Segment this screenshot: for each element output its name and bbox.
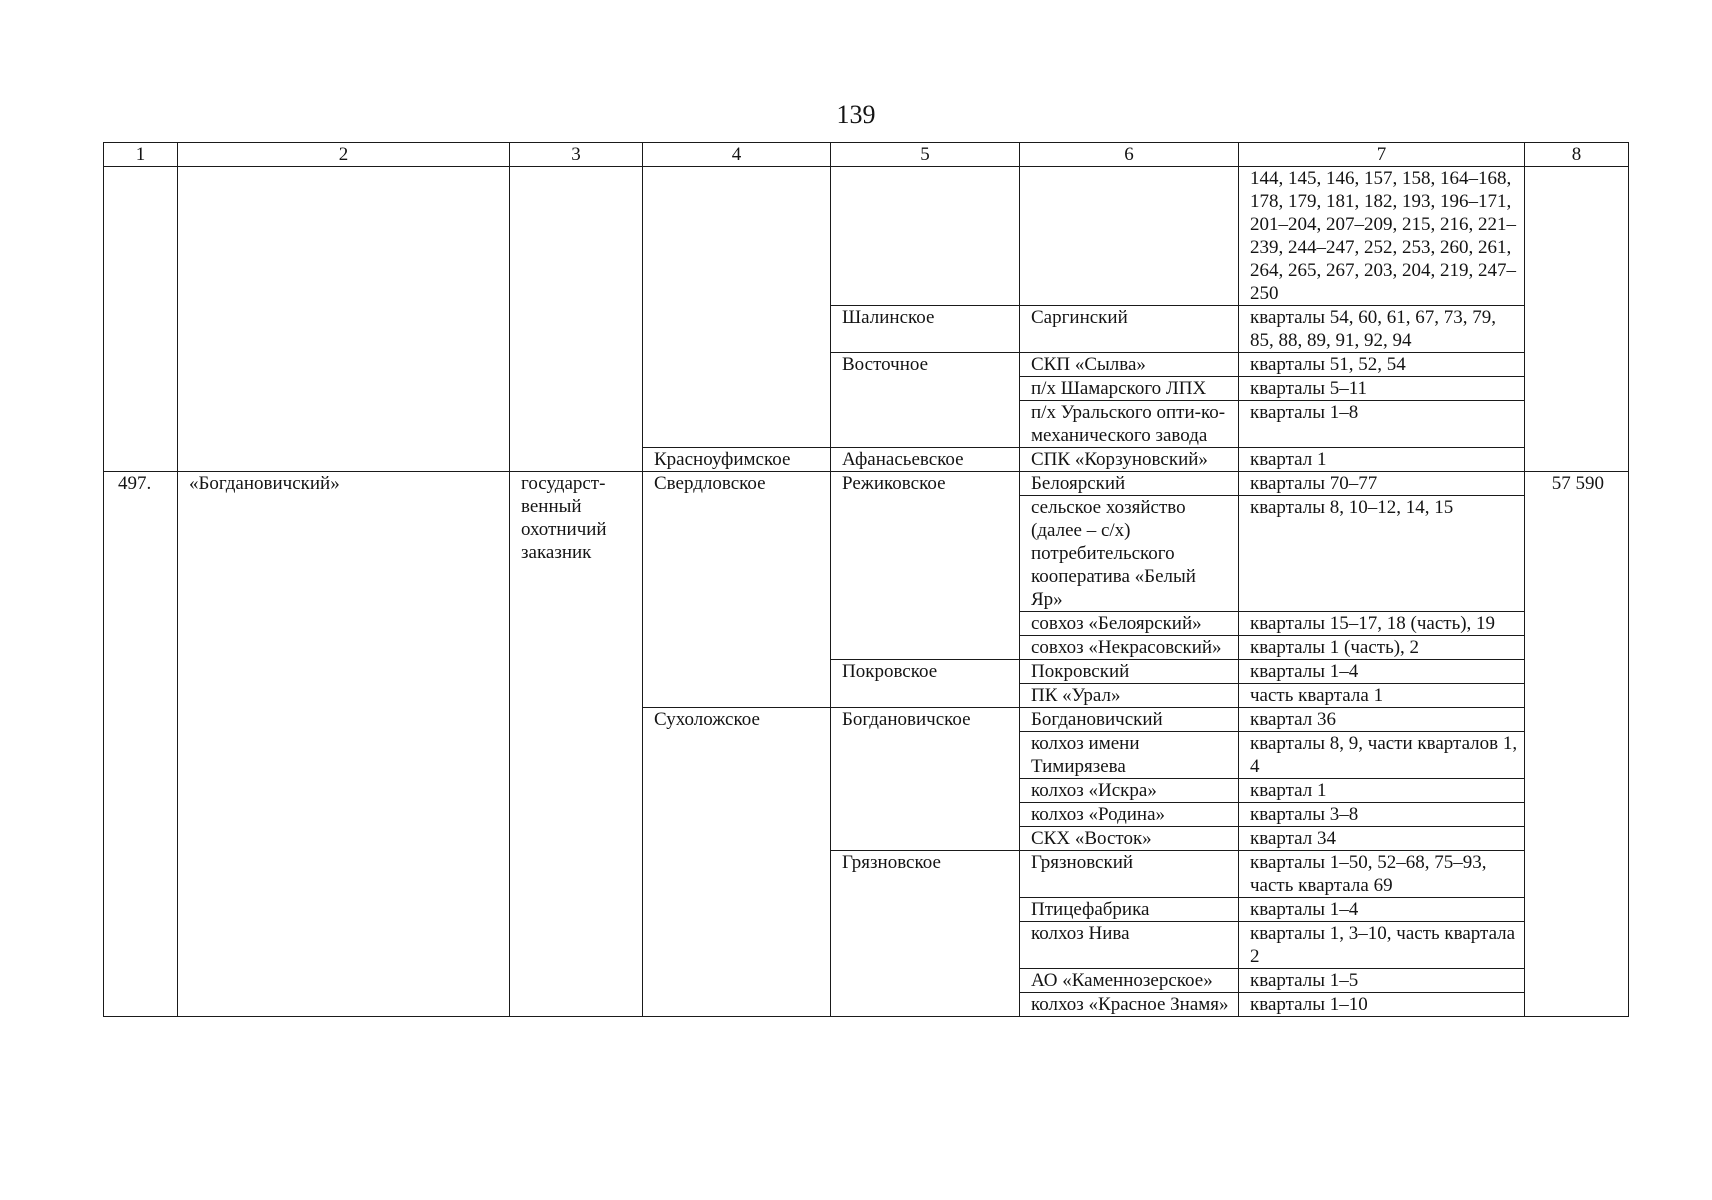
quarters-cell: квартал 1 (1239, 448, 1525, 472)
forestry-department-cell: Красноуфимское (643, 448, 831, 472)
document-table (103, 142, 1629, 1017)
forestry-cell: колхоз Нива (1020, 922, 1239, 969)
quarters-cell: кварталы 1–4 (1239, 898, 1525, 922)
forestry-cell: Богдановичский (1020, 708, 1239, 732)
forestry-district-cell: Режиковское (831, 472, 1020, 660)
entry-name: «Богдановичский» (178, 472, 510, 1017)
forestry-cell: колхоз «Искра» (1020, 779, 1239, 803)
quarters-cell: квартал 1 (1239, 779, 1525, 803)
quarters-cell: кварталы 1–4 (1239, 660, 1525, 684)
quarters-cell: 144, 145, 146, 157, 158, 164–168, 178, 179, 181, 182, 193, 196–171, 201–204, 207–209, 215, 216, 221–239, 244–247, 252, 253, 260, 261, 264, 265, 267, 203, 204, 219, 247–250 (1239, 167, 1525, 306)
quarters-cell: кварталы 1 (часть), 2 (1239, 636, 1525, 660)
forestry-cell: ПК «Урал» (1020, 684, 1239, 708)
table-cell (643, 167, 831, 448)
column-number: 5 (831, 143, 1020, 167)
quarters-cell: кварталы 15–17, 18 (часть), 19 (1239, 612, 1525, 636)
column-number-header (104, 143, 1629, 167)
forestry-department-cell: Свердловское (643, 472, 831, 708)
table-cell (1525, 167, 1629, 472)
table-cell (104, 167, 178, 472)
quarters-cell: кварталы 54, 60, 61, 67, 73, 79, 85, 88, 89, 91, 92, 94 (1239, 306, 1525, 353)
column-number: 2 (178, 143, 510, 167)
table-cell (1020, 167, 1239, 306)
quarters-cell: кварталы 8, 9, части кварталов 1, 4 (1239, 732, 1525, 779)
quarters-cell: часть квартала 1 (1239, 684, 1525, 708)
quarters-cell: кварталы 51, 52, 54 (1239, 353, 1525, 377)
column-number: 8 (1525, 143, 1629, 167)
forestry-cell: Покровский (1020, 660, 1239, 684)
quarters-cell: кварталы 1–10 (1239, 993, 1525, 1017)
forestry-cell: колхоз имени Тимирязева (1020, 732, 1239, 779)
forestry-cell: колхоз «Родина» (1020, 803, 1239, 827)
forestry-cell: п/х Уральского опти-ко-механического завода (1020, 401, 1239, 448)
forestry-district-cell: Восточное (831, 353, 1020, 448)
entry-number: 497. (104, 472, 178, 1017)
quarters-cell: кварталы 8, 10–12, 14, 15 (1239, 496, 1525, 612)
forestry-district-cell: Афанасьевское (831, 448, 1020, 472)
column-number: 3 (510, 143, 643, 167)
column-number: 7 (1239, 143, 1525, 167)
table-cell (510, 167, 643, 472)
quarters-cell: кварталы 1–8 (1239, 401, 1525, 448)
column-number: 6 (1020, 143, 1239, 167)
forestry-cell: п/х Шамарского ЛПХ (1020, 377, 1239, 401)
column-number: 4 (643, 143, 831, 167)
entry-type: государст-венный охотничий заказник (510, 472, 643, 1017)
forestry-cell: сельское хозяйство (далее – с/х) потребительского кооператива «Белый Яр» (1020, 496, 1239, 612)
quarters-cell: кварталы 5–11 (1239, 377, 1525, 401)
forestry-cell: колхоз «Красное Знамя» (1020, 993, 1239, 1017)
quarters-cell: кварталы 70–77 (1239, 472, 1525, 496)
forestry-district-cell: Шалинское (831, 306, 1020, 353)
forestry-cell: Саргинский (1020, 306, 1239, 353)
quarters-cell: кварталы 1–5 (1239, 969, 1525, 993)
quarters-cell: кварталы 1, 3–10, часть квартала 2 (1239, 922, 1525, 969)
page-number: 139 (836, 100, 876, 129)
forestry-cell: СКХ «Восток» (1020, 827, 1239, 851)
forestry-cell: СКП «Сылва» (1020, 353, 1239, 377)
forestry-cell: Белоярский (1020, 472, 1239, 496)
table-row (104, 167, 1629, 306)
forestry-department-cell: Сухоложское (643, 708, 831, 1017)
quarters-cell: квартал 36 (1239, 708, 1525, 732)
forestry-cell: Грязновский (1020, 851, 1239, 898)
quarters-cell: квартал 34 (1239, 827, 1525, 851)
forestry-district-cell: Грязновское (831, 851, 1020, 1017)
forestry-cell: совхоз «Некрасовский» (1020, 636, 1239, 660)
quarters-cell: кварталы 3–8 (1239, 803, 1525, 827)
table-row (104, 472, 1629, 496)
table-cell (831, 167, 1020, 306)
column-number: 1 (104, 143, 178, 167)
table-cell (178, 167, 510, 472)
quarters-cell: кварталы 1–50, 52–68, 75–93, часть квартала 69 (1239, 851, 1525, 898)
entry-area: 57 590 (1525, 472, 1629, 1017)
forestry-district-cell: Покровское (831, 660, 1020, 708)
forestry-cell: СПК «Корзуновский» (1020, 448, 1239, 472)
forestry-cell: совхоз «Белоярский» (1020, 612, 1239, 636)
forestry-district-cell: Богдановичское (831, 708, 1020, 851)
forestry-cell: АО «Каменнозерское» (1020, 969, 1239, 993)
forestry-cell: Птицефабрика (1020, 898, 1239, 922)
